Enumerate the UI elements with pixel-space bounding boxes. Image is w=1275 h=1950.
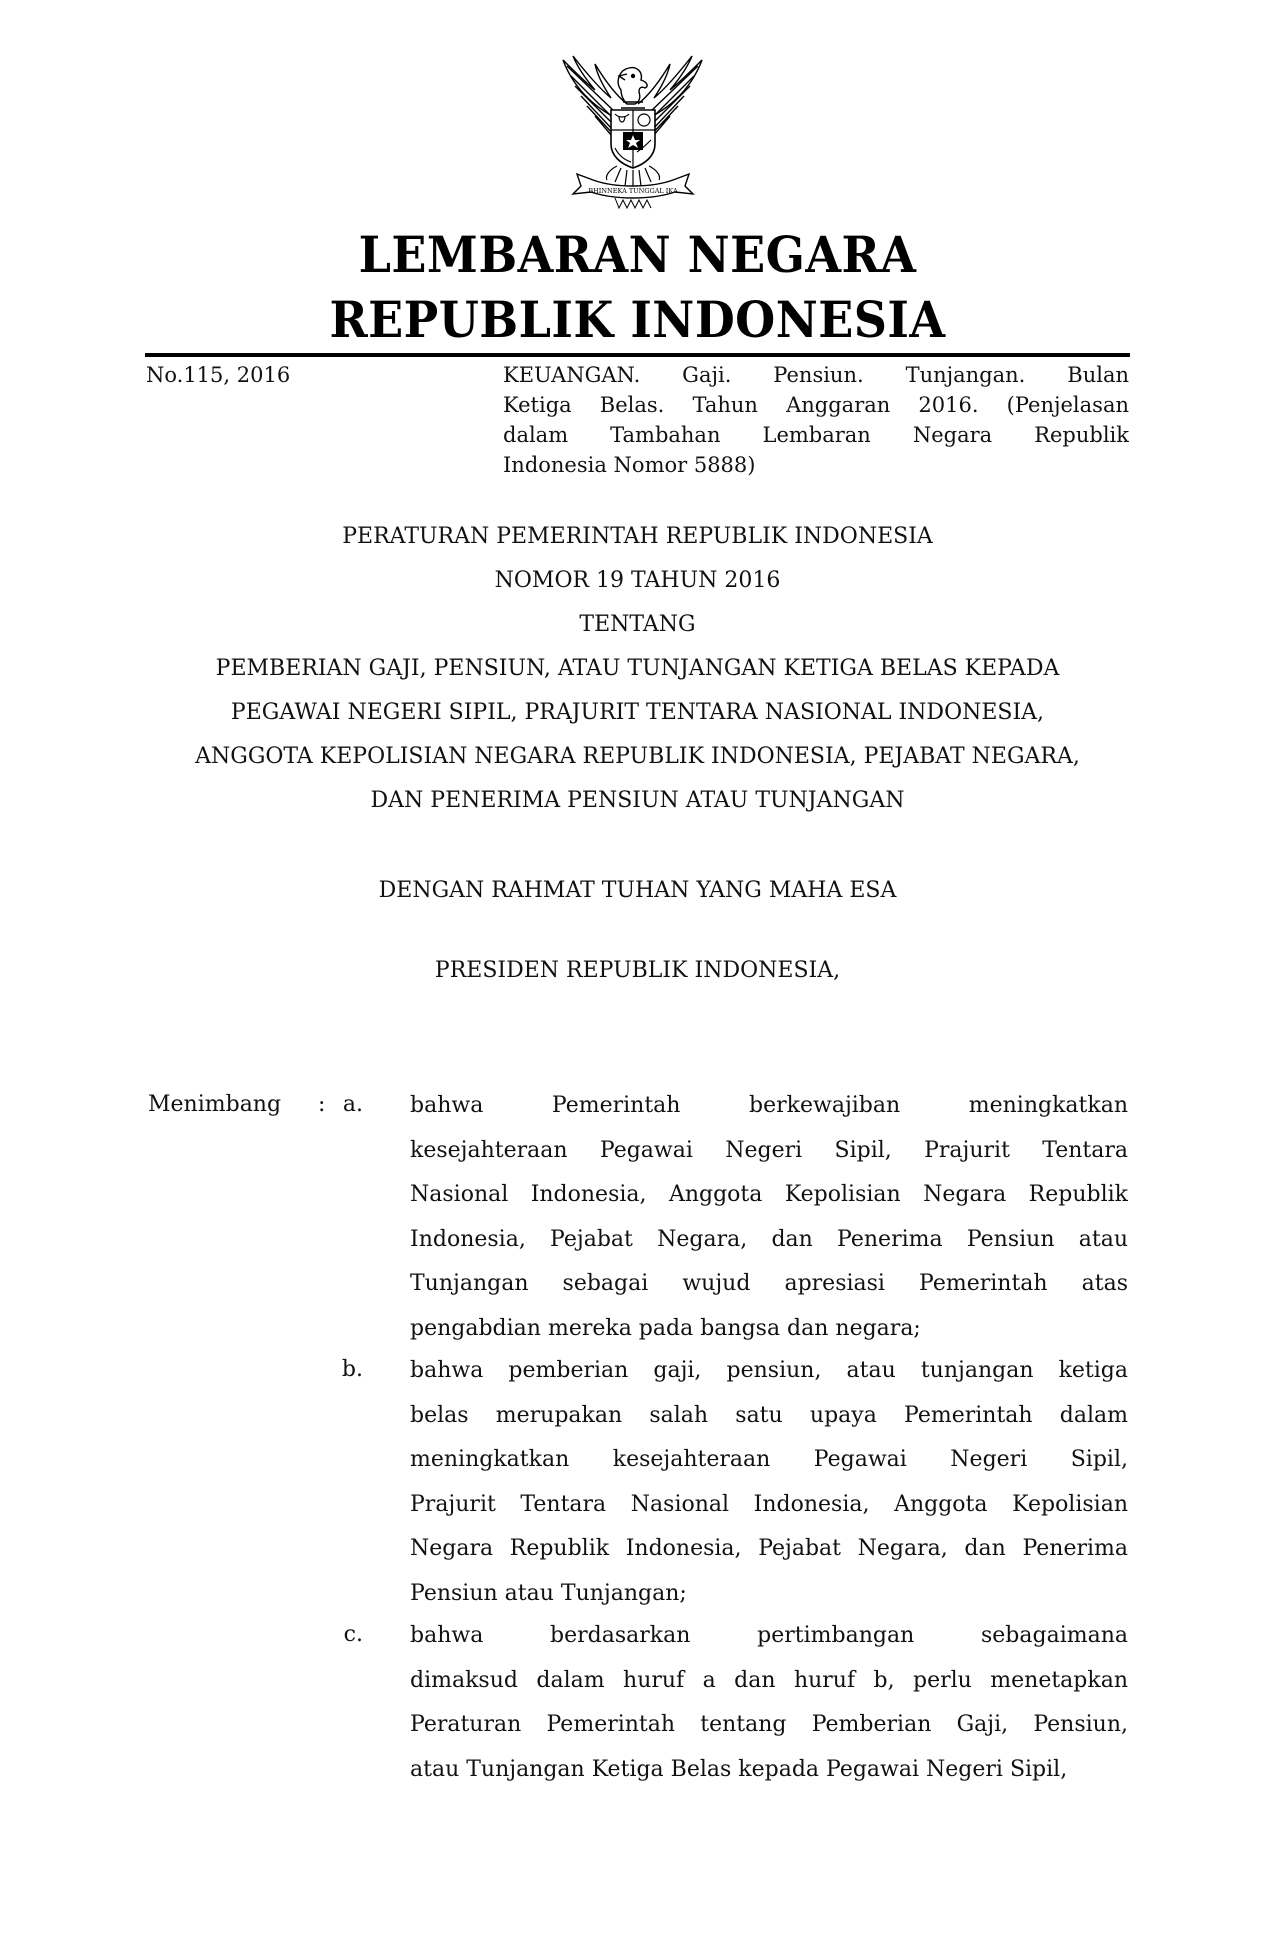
considering-item-line: Peraturan Pemerintah tentang Pemberian Gaji, Pensiun, — [410, 1712, 1128, 1737]
considering-item-letter: a. — [342, 1092, 363, 1117]
considering-item-line: Prajurit Tentara Nasional Indonesia, Anggota Kepolisian — [410, 1491, 1128, 1517]
invocation: DENGAN RAHMAT TUHAN YANG MAHA ESA — [378, 878, 897, 903]
considering-item-line: belas merupakan salah satu upaya Pemerintah dalam — [410, 1402, 1128, 1428]
gazette-description-line: dalam Tambahan Lembaran Negara Republik — [503, 423, 1129, 447]
emblem-ribbon-text: BHINNEKA TUNGGAL IKA — [588, 187, 678, 195]
gazette-number: No.115, 2016 — [146, 363, 291, 387]
considering-item-b — [410, 1349, 1128, 1616]
considering-item-letter: b. — [341, 1357, 363, 1382]
gazette-description-line: Ketiga Belas. Tahun Anggaran 2016. (Penjelasan — [503, 393, 1129, 417]
issuer: PRESIDEN REPUBLIK INDONESIA, — [434, 958, 841, 983]
masthead-title-line2: REPUBLIK INDONESIA — [329, 290, 946, 349]
regulation-about: TENTANG — [579, 612, 696, 637]
masthead-rule — [145, 353, 1130, 357]
gazette-description-line: Indonesia Nomor 5888) — [503, 453, 756, 477]
considering-item-line: pengabdian mereka pada bangsa dan negara; — [410, 1315, 921, 1341]
considering-item-line: Nasional Indonesia, Anggota Kepolisian Negara Republik — [410, 1182, 1128, 1207]
regulation-type: PERATURAN PEMERINTAH REPUBLIK INDONESIA — [342, 524, 933, 549]
gazette-description — [503, 360, 1129, 480]
considering-item-line: kesejahteraan Pegawai Negeri Sipil, Prajurit Tentara — [410, 1137, 1128, 1163]
garuda-emblem-icon — [555, 52, 710, 210]
considering-item-line: bahwa berdasarkan pertimbangan sebagaimana — [410, 1623, 1128, 1648]
considering-item-line: meningkatkan kesejahteraan Pegawai Negeri Sipil, — [410, 1447, 1128, 1472]
regulation-title-line: DAN PENERIMA PENSIUN ATAU TUNJANGAN — [370, 788, 905, 813]
considering-item-line: bahwa Pemerintah berkewajiban meningkatkan — [410, 1093, 1128, 1118]
considering-item-line: bahwa pemberian gaji, pensiun, atau tunjangan ketiga — [410, 1358, 1128, 1383]
considering-item-letter: c. — [343, 1622, 363, 1647]
masthead-title-line1: LEMBARAN NEGARA — [358, 225, 917, 284]
considering-item-line: Tunjangan sebagai wujud apresiasi Pemerintah atas — [410, 1271, 1128, 1296]
considering-item-line: Indonesia, Pejabat Negara, dan Penerima Pensiun atau — [410, 1226, 1128, 1252]
regulation-title-line: ANGGOTA KEPOLISIAN NEGARA REPUBLIK INDONESIA, PEJABAT NEGARA, — [195, 744, 1080, 769]
considering-item-line: Pensiun atau Tunjangan; — [410, 1580, 687, 1606]
considering-label: Menimbang — [148, 1092, 282, 1117]
considering-item-c — [410, 1614, 1128, 1792]
considering-item-line: Negara Republik Indonesia, Pejabat Negara, dan Penerima — [410, 1536, 1128, 1561]
considering-item-line: dimaksud dalam huruf a dan huruf b, perlu menetapkan — [410, 1667, 1128, 1693]
considering-item-line: atau Tunjangan Ketiga Belas kepada Pegawai Negeri Sipil, — [410, 1756, 1068, 1782]
regulation-title-line: PEGAWAI NEGERI SIPIL, PRAJURIT TENTARA NASIONAL INDONESIA, — [230, 700, 1045, 725]
regulation-number: NOMOR 19 TAHUN 2016 — [494, 568, 781, 593]
considering-colon: : — [318, 1092, 326, 1117]
gazette-description-line: KEUANGAN. Gaji. Pensiun. Tunjangan. Bulan — [503, 363, 1129, 387]
regulation-title-line: PEMBERIAN GAJI, PENSIUN, ATAU TUNJANGAN KETIGA BELAS KEPADA — [215, 656, 1060, 681]
considering-item-a — [410, 1084, 1128, 1351]
